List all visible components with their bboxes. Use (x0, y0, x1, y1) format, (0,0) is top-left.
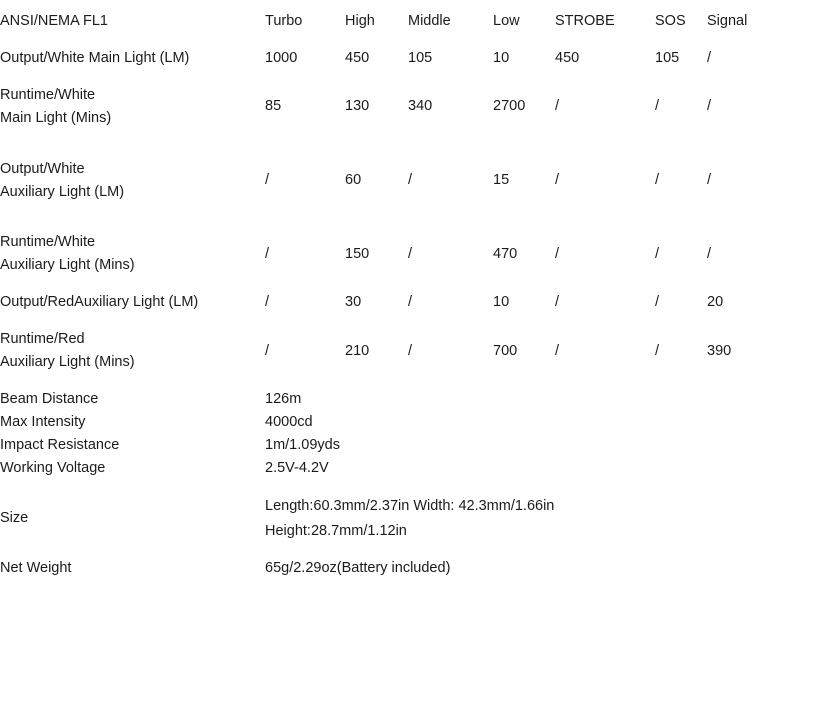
table-row (0, 217, 838, 291)
cell-signal: / (707, 49, 712, 66)
cell-sos: 105 (655, 49, 680, 66)
cell-turbo: / (265, 294, 270, 311)
table-row (0, 291, 838, 314)
cell-high: 130 (345, 98, 370, 115)
column-header-turbo: Turbo (265, 13, 303, 29)
cell-high: 210 (345, 342, 370, 359)
cell-sos: / (655, 294, 660, 311)
cell-low: 10 (493, 49, 510, 66)
row-label (0, 291, 265, 314)
column-header-strobe: STROBE (555, 13, 615, 29)
column-header-standard: ANSI/NEMA FL1 (0, 13, 108, 29)
row-label (0, 144, 265, 218)
row-label-line1: Output/RedAuxiliary Light (LM) (0, 294, 199, 311)
row-label-line1: Output/White (0, 160, 85, 177)
cell-middle: / (408, 172, 413, 189)
cell-high: 60 (345, 172, 362, 189)
row-label-line1: Output/White Main Light (LM) (0, 49, 190, 66)
row-label-line1: Runtime/Red (0, 331, 85, 348)
row-label-line2: Auxiliary Light (Mins) (0, 257, 135, 274)
row-value (265, 480, 838, 558)
cell-turbo: 85 (265, 98, 282, 115)
column-header-high: High (345, 13, 375, 29)
row-value: 4000cd (265, 413, 313, 430)
row-label: Size (0, 510, 29, 527)
table-row (0, 480, 838, 558)
row-label: Net Weight (0, 560, 72, 577)
cell-low: 10 (493, 294, 510, 311)
cell-strobe: / (555, 245, 560, 262)
cell-turbo: / (265, 342, 270, 359)
cell-sos: / (655, 98, 660, 115)
cell-turbo: 1000 (265, 49, 298, 66)
cell-signal: 390 (707, 342, 732, 359)
cell-strobe: / (555, 172, 560, 189)
row-label (0, 314, 265, 388)
cell-low: 470 (493, 245, 518, 262)
table-row (0, 144, 838, 218)
row-value: 65g/2.29oz(Battery included) (265, 560, 451, 577)
cell-signal: / (707, 172, 712, 189)
table-row (0, 557, 838, 580)
table-row (0, 47, 838, 70)
row-value: 126m (265, 390, 302, 407)
cell-sos: / (655, 245, 660, 262)
column-header-sos: SOS (655, 13, 686, 29)
row-label-line2: Auxiliary Light (LM) (0, 183, 125, 200)
cell-high: 30 (345, 294, 362, 311)
row-value: 2.5V-4.2V (265, 459, 329, 476)
row-value-line1: Length:60.3mm/2.37in Width: 42.3mm/1.66in (265, 497, 555, 514)
cell-strobe: / (555, 342, 560, 359)
row-label-line2: Main Light (Mins) (0, 109, 112, 126)
cell-high: 150 (345, 245, 370, 262)
cell-signal: / (707, 98, 712, 115)
column-header-middle: Middle (408, 13, 451, 29)
column-header-low: Low (493, 13, 520, 29)
row-value: 1m/1.09yds (265, 436, 340, 453)
row-label: Working Voltage (0, 459, 106, 476)
cell-strobe: 450 (555, 49, 580, 66)
row-label: Impact Resistance (0, 436, 120, 453)
row-label-line1: Runtime/White (0, 234, 96, 251)
table-row (0, 434, 838, 457)
row-label: Beam Distance (0, 390, 99, 407)
cell-low: 15 (493, 172, 510, 189)
column-header-signal: Signal (707, 13, 748, 29)
row-label (0, 47, 265, 70)
row-label (0, 70, 265, 144)
cell-middle: 105 (408, 49, 433, 66)
cell-signal: / (707, 245, 712, 262)
cell-turbo: / (265, 172, 270, 189)
cell-middle: / (408, 245, 413, 262)
cell-middle: / (408, 342, 413, 359)
cell-signal: 20 (707, 294, 724, 311)
row-value-line2: Height:28.7mm/1.12in (265, 522, 407, 539)
cell-low: 700 (493, 342, 518, 359)
table-row (0, 411, 838, 434)
cell-strobe: / (555, 98, 560, 115)
table-row (0, 457, 838, 480)
row-label-line2: Auxiliary Light (Mins) (0, 354, 135, 371)
cell-sos: / (655, 172, 660, 189)
table-row (0, 388, 838, 411)
cell-sos: / (655, 342, 660, 359)
cell-strobe: / (555, 294, 560, 311)
row-label (0, 217, 265, 291)
row-label: Max Intensity (0, 413, 86, 430)
cell-middle: 340 (408, 98, 433, 115)
cell-middle: / (408, 294, 413, 311)
cell-low: 2700 (493, 98, 526, 115)
cell-high: 450 (345, 49, 370, 66)
row-label-line1: Runtime/White (0, 86, 96, 103)
table-row (0, 70, 838, 144)
table-header-row (0, 0, 838, 47)
table-row (0, 314, 838, 388)
cell-turbo: / (265, 245, 270, 262)
